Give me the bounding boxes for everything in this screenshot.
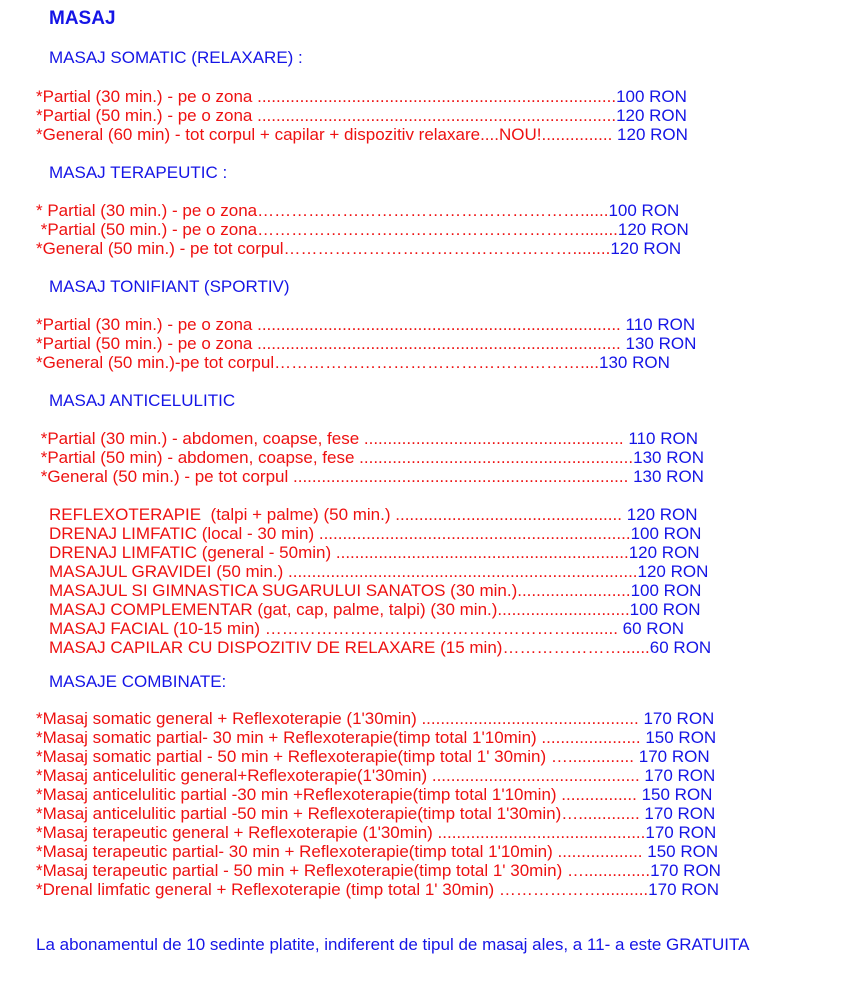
item-text: * Partial (30 min.) - pe o zona…………………………………………………...... xyxy=(36,201,609,220)
subscription-note: La abonamentul de 10 sedinte platite, indiferent de tipul de masaj ales, a 11- a este GRATUITA xyxy=(36,935,750,954)
item-text: *Partial (50 min.) - pe o zona ............................................................................ xyxy=(36,106,617,125)
item-price: 170 RON xyxy=(638,747,710,766)
item-text: *Partial (30 min.) - abdomen, coapse, fese ....................................................... xyxy=(36,429,629,448)
item-price: 120 RON xyxy=(617,125,688,144)
section-heading-tonifiant: MASAJ TONIFIANT (SPORTIV) xyxy=(49,277,290,296)
price-row xyxy=(36,448,704,467)
item-price: 130 RON xyxy=(633,448,704,467)
item-text: MASAJ CAPILAR CU DISPOZITIV DE RELAXARE (15 min)…………………...... xyxy=(49,638,650,657)
combined-row xyxy=(36,823,716,842)
item-price: 100 RON xyxy=(616,87,687,106)
item-text: *Masaj anticelulitic general+Reflexoterapie(1'30min) ............................................ xyxy=(36,766,645,785)
item-text: *General (50 min.) - pe tot corpul……………………………………………........ xyxy=(36,239,611,258)
page-title: MASAJ xyxy=(49,8,116,29)
item-text: *Masaj somatic general + Reflexoterapie (1'30min) .............................................. xyxy=(36,709,644,728)
service-row xyxy=(49,562,708,581)
item-price: 150 RON xyxy=(645,728,717,747)
combined-row xyxy=(36,842,718,861)
price-row xyxy=(36,125,688,144)
price-row xyxy=(36,201,679,220)
item-text: DRENAJ LIMFATIC (general - 50min) .............................................................. xyxy=(49,543,629,562)
item-text: MASAJ FACIAL (10-15 min) ……………………………………………….......... xyxy=(49,619,623,638)
item-price: 60 RON xyxy=(649,638,712,657)
item-text: REFLEXOTERAPIE (talpi + palme) (50 min.) ................................................ xyxy=(49,505,627,524)
item-price: 100 RON xyxy=(629,600,701,619)
combined-row xyxy=(36,747,710,766)
section-heading-somatic: MASAJ SOMATIC (RELAXARE) : xyxy=(49,48,303,67)
item-text: *Partial (30 min.) - pe o zona ............................................................................ xyxy=(36,87,617,106)
item-price: 120 RON xyxy=(637,562,709,581)
item-price: 130 RON xyxy=(633,467,704,486)
item-text: *Partial (50 min.) - pe o zona…………………………………………………........ xyxy=(36,220,618,239)
combined-row xyxy=(36,880,719,899)
service-row xyxy=(49,638,711,657)
combined-row xyxy=(36,709,714,728)
item-text: *Partial (50 min.) - pe o zona ............................................................................. xyxy=(36,334,626,353)
item-price: 150 RON xyxy=(641,785,713,804)
item-price: 100 RON xyxy=(608,201,680,220)
combined-row xyxy=(36,766,715,785)
price-row xyxy=(36,334,696,353)
item-price: 170 RON xyxy=(645,823,717,842)
price-row xyxy=(36,239,681,258)
item-price: 130 RON xyxy=(599,353,670,372)
item-text: *Partial (30 min.) - pe o zona ............................................................................. xyxy=(36,315,626,334)
item-price: 170 RON xyxy=(644,804,716,823)
item-text: MASAJ COMPLEMENTAR (gat, cap, palme, talpi) (30 min.)............................ xyxy=(49,600,630,619)
item-price: 120 RON xyxy=(626,505,698,524)
item-price: 100 RON xyxy=(630,581,702,600)
service-row xyxy=(49,581,701,600)
item-text: *Masaj anticelulitic partial -30 min +Reflexoterapie(timp total 1'10min) ................ xyxy=(36,785,642,804)
combined-row xyxy=(36,728,716,747)
item-price: 170 RON xyxy=(644,766,716,785)
combined-row xyxy=(36,785,712,804)
price-row xyxy=(36,315,695,334)
item-price: 120 RON xyxy=(617,220,689,239)
item-text: *Drenal limfatic general + Reflexoterapie (timp total 1' 30min) ……………….......... xyxy=(36,880,649,899)
service-row xyxy=(49,600,701,619)
service-row xyxy=(49,543,700,562)
item-text: *Masaj terapeutic partial - 50 min + Reflexoterapie(timp total 1' 30min) ….............. xyxy=(36,861,651,880)
service-row xyxy=(49,524,701,543)
item-price: 110 RON xyxy=(628,429,698,448)
item-text: *Masaj somatic partial - 50 min + Reflexoterapie(timp total 1' 30min) ….............. xyxy=(36,747,639,766)
combined-row xyxy=(36,861,721,880)
item-price: 150 RON xyxy=(647,842,719,861)
item-price: 130 RON xyxy=(625,334,697,353)
section-heading-combinate: MASAJE COMBINATE: xyxy=(49,672,227,691)
item-text: *General (50 min.) - pe tot corpul ....................................................................... xyxy=(36,467,634,486)
section-heading-anticelulitic: MASAJ ANTICELULITIC xyxy=(49,391,236,410)
price-row xyxy=(36,429,698,448)
item-text: MASAJUL GRAVIDEI (50 min.) .......................................................................... xyxy=(49,562,638,581)
item-text: *Masaj terapeutic general + Reflexoterapie (1'30min) ............................................ xyxy=(36,823,646,842)
item-price: 120 RON xyxy=(616,106,687,125)
item-text: DRENAJ LIMFATIC (local - 30 min) .................................................................. xyxy=(49,524,631,543)
item-price: 100 RON xyxy=(630,524,702,543)
item-price: 60 RON xyxy=(622,619,685,638)
item-text: *General (60 min) - tot corpul + capilar + dispozitiv relaxare....NOU!............... xyxy=(36,125,618,144)
service-row xyxy=(49,619,684,638)
price-row xyxy=(36,467,704,486)
price-row xyxy=(36,87,687,106)
item-price: 120 RON xyxy=(610,239,682,258)
item-text: *Partial (50 min) - abdomen, coapse, fese .......................................................... xyxy=(36,448,634,467)
item-text: *General (50 min.)-pe tot corpul……………………………………………….... xyxy=(36,353,600,372)
item-text: *Masaj terapeutic partial- 30 min + Reflexoterapie(timp total 1'10min) .................. xyxy=(36,842,648,861)
combined-row xyxy=(36,804,715,823)
item-text: *Masaj anticelulitic partial -50 min + Reflexoterapie(timp total 1'30min)…............. xyxy=(36,804,645,823)
item-text: *Masaj somatic partial- 30 min + Reflexoterapie(timp total 1'10min) ..................... xyxy=(36,728,646,747)
item-text: MASAJUL SI GIMNASTICA SUGARULUI SANATOS (30 min.)........................ xyxy=(49,581,631,600)
section-heading-terapeutic: MASAJ TERAPEUTIC : xyxy=(49,163,228,182)
item-price: 170 RON xyxy=(648,880,720,899)
item-price: 110 RON xyxy=(625,315,696,334)
item-price: 170 RON xyxy=(643,709,715,728)
service-row xyxy=(49,505,698,524)
price-row xyxy=(36,353,670,372)
item-price: 120 RON xyxy=(628,543,700,562)
price-row xyxy=(36,220,689,239)
price-row xyxy=(36,106,687,125)
item-price: 170 RON xyxy=(650,861,721,880)
